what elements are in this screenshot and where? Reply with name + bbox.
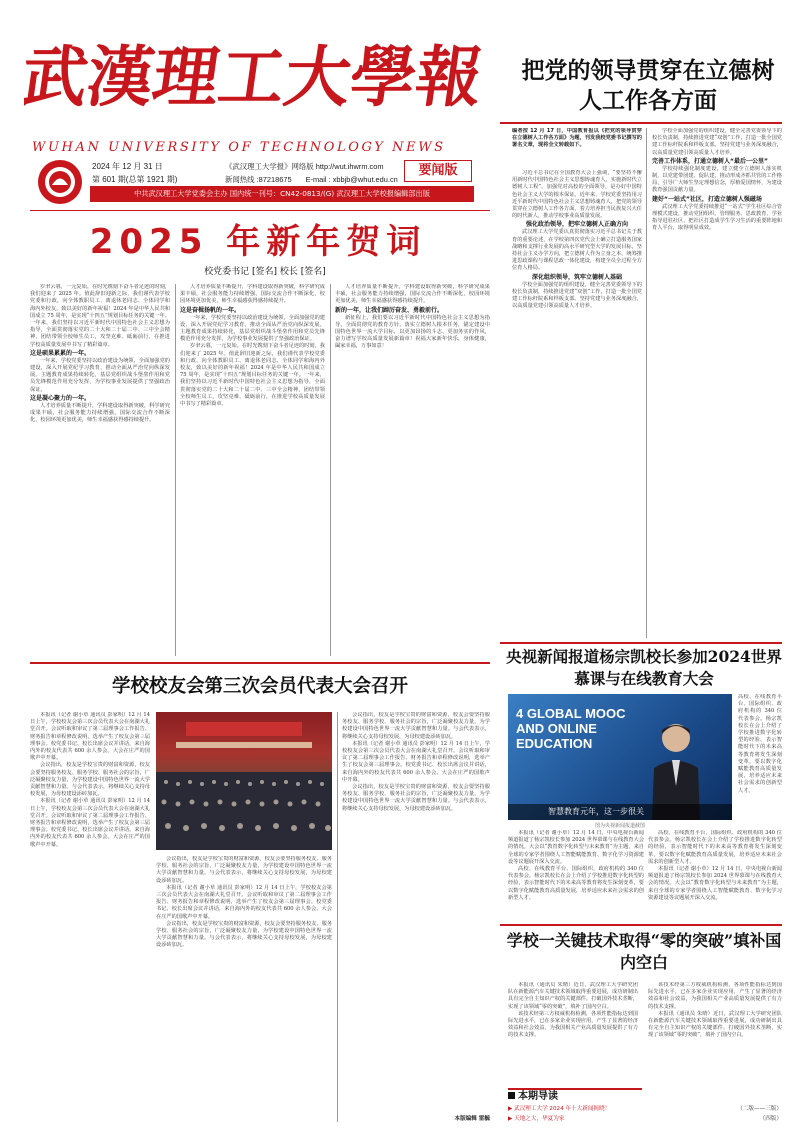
cctv-screenshot	[508, 694, 732, 820]
tech-col-1: 本报讯（通讯员 朱晴）近日，武汉理工大学研究团队在新能源汽车关键技术领域取得重要进展，成功研制出具有完全自主知识产权的关键部件，打破国外技术垄断，实现了该领域“零的突破”，填补了国内空白。 该技术经第三方权威机构检测，各项性能指标达到国际先进水平，已在多家企业实现应用，产生了显著的经济效益和社会效益，为我国相关产业高质量发展提供了有力的技术支撑。	[508, 982, 638, 1039]
lead-col-divider	[646, 128, 647, 638]
publisher-bar: 中共武汉理工大学党委会主办 国内统一刊号：CN42-0813/(G) 武汉理工大学校报编辑部出版	[90, 186, 474, 202]
president-col-1: 本报讯（记者 谢小草）12 月 14 日，中央电视台新闻频道报道了杨宗凯校长参加 2024 世界慕课与在线教育大会的情况。大会以“教育数字化转型与未来教育”为主题，来自全球的专家学者围绕人工智能赋能教育、数字化学习资源建设等议题展开深入交流。 高校、在线教育平台、国际组织、政府机构的 340 位代表参会。杨宗凯校长在会上介绍了学校推进数字化转型的经验，表示智能时代下的未来高等教育将发生深刻变革，要以数字化赋能教育高质量发展，培养适应未来社会需求的创新型人才。	[508, 830, 644, 901]
greeting-signatures: 校党委书记 [签名] 校长 [签名]	[204, 267, 326, 277]
president-top-rule	[500, 642, 782, 644]
newspaper-logo-calligraphy	[24, 34, 494, 114]
video-overlay-text: 4 GLOBAL MOOC AND ONLINE EDUCATION	[516, 706, 626, 751]
masthead-contacts	[225, 160, 398, 186]
lead-subhead-1: 强化政治领导，把牢立德树人正确方向	[525, 221, 628, 229]
greeting-divider-1	[175, 284, 176, 656]
greeting-subtitle-3: 这是奋楫扬帆的一年。	[180, 306, 241, 314]
video-caption: 智慧教育元年，这一步很关	[508, 804, 732, 820]
school-emblem	[36, 158, 84, 206]
lead-intro: 编者按 12 月 17 日，中国教育报以《把党的领导贯穿在立德树人工作各方面》为题，刊发我校党委书记撰写的署名文章，现将全文转载如下。	[512, 128, 642, 149]
alumni-divider	[337, 712, 338, 1122]
greeting-top-rule	[30, 210, 490, 211]
greeting-subtitle-2: 这是凝心聚力的一年。	[30, 394, 91, 402]
logo-text: 武漢理工大學報	[24, 38, 490, 114]
editor-credit: 本版编辑 雷毓	[454, 1116, 490, 1122]
alumni-col-3: 会议指出，校友是学校宝贵的财富和资源，校友会要坚持服务校友、服务学校、服务社会的宗旨，广泛凝聚校友力量，为学校建设中国特色世界一流大学贡献智慧和力量。与会代表表示，将继续关心支持母校发展，为母校建设添砖加瓦。 本报讯（记者 谢小草 通讯员 彭家明）12 月 14 日上午，学校校友会第三次会员代表大会在南湖大礼堂召开。会议听取和审议了第二届理事会工作报告、财务报告和章程修改说明，选举产生了校友会第三届理事会。校党委书记、校长出席会议并讲话，来自海内外的校友代表共 600 余人参会。大会在庄严的国歌声中开幕。 会议指出，校友是学校宝贵的财富和资源，校友会要坚持服务校友、服务学校、服务社会的宗旨，广泛凝聚校友力量，为学校建设中国特色世界一流大学贡献智慧和力量。与会代表表示，将继续关心支持母校发展，为母校建设添砖加瓦。	[342, 712, 490, 812]
greeting-col-2: 人才培养质量不断提升，学科建设取得新突破，科学研究成果丰硕，社会服务能力持续增强，国际交流合作不断深化，校园环境更加优美，师生幸福感获得感持续提升。 这是奋楫扬帆的一年。 一年来，学校党委坚持以政治建设为统领，全面加强党的建设，深入开展党纪学习教育，推动全面从严治党向纵深发展。主题教育成果持续转化，基层党组织战斗堡垒作用和党员先锋模范作用充分发挥，为学校事业发展提供了坚强政治保证。 岁聿云暮，一元复始。在时光镌刻下奋斗者足迹的时刻，我们迎来了 2025 年。值此辞旧迎新之际，我们谨代表学校党委和行政，向全体教职员工、离退休老同志、全体同学和海内外校友，致以美好的新年祝福！2024 年是中华人民共和国成立 75 周年，是实现“十四五”规划目标任务的关键一年。一年来，我们坚持以习近平新时代中国特色社会主义思想为指导，全面贯彻落实党的二十大和二十届二中、三中全会精神，团结带领全校师生员工，攻坚克难、砥砺前行，在推进学校高质量发展中书写了精彩篇章。	[180, 284, 325, 408]
email-link[interactable]: E-mail : xbbjb@whut.edu.cn	[305, 175, 398, 184]
issue-number: 第 601 期(总第 1921 期)	[92, 175, 178, 184]
guide-item-1[interactable]: ▶ 武汉理工大学 2024 年十大新闻揭晓！ （二版——三版）	[508, 1106, 782, 1112]
greeting-col-3: 人才培养质量不断提升，学科建设取得新突破，科学研究成果丰硕，社会服务能力持续增强，国际交流合作不断深化，校园环境更加优美，师生幸福感获得感持续提升。 新的一年，让我们踔厉奋发、勇毅前行。 新征程上，我们要以习近平新时代中国特色社会主义思想为指导，全面贯彻党的教育方针，落实立德树人根本任务，锚定建设中国特色世界一流大学目标，以更加昂扬的斗志、更加务实的作风，奋力谱写学校高质量发展新篇章！祝福大家新年快乐，身体健康，阖家幸福，万事如意！	[335, 284, 490, 350]
guide-marker-icon	[508, 1092, 515, 1099]
section-badge: 要闻版	[404, 160, 472, 182]
english-name: WUHAN UNIVERSITY OF TECHNOLOGY NEWS	[32, 140, 446, 155]
masthead-info	[92, 160, 177, 186]
alumni-top-rule	[30, 662, 490, 664]
issue-date: 2024 年 12 月 31 日	[92, 162, 163, 171]
tech-headline: 学校一关键技术取得“零的突破”填补国内空白	[506, 931, 782, 972]
website-link[interactable]: 《武汉理工大学报》网络版 http://wut.ihwrm.com	[225, 162, 384, 171]
tech-col-2: 该技术经第三方权威机构检测，各项性能指标达到国际先进水平，已在多家企业实现应用，产生了显著的经济效益和社会效益，为我国相关产业高质量发展提供了有力的技术支撑。 本报讯（通讯员 朱晴）近日，武汉理工大学研究团队在新能源汽车关键技术领域取得重要进展，成功研制出具有完全自主知识产权的关键部件，打破国外技术垄断，实现了该领域“零的突破”，填补了国内空白。	[648, 982, 782, 1039]
tel-label: 新闻热线 :87218675	[225, 175, 292, 184]
president-side-text: 高校、在线教育平台、国际组织、政府机构的 340 位代表参会。杨宗凯校长在会上介绍了学校推进数字化转型的经验，表示智能时代下的未来高等教育将发生深刻变革，要以数字化赋能教育高质量发展，培养适应未来社会需求的创新型人才。	[738, 694, 782, 794]
guide-item-2[interactable]: ▶ 天地之大，华夏为家 （四版）	[508, 1116, 782, 1122]
guide-items	[508, 1104, 782, 1124]
lead-col-1: 习近平总书记在全国教育大会上强调，“要坚持不懈用新时代中国特色社会主义思想铸魂育人，实施新时代立德树人工程”。加强党对高校的全面领导，是办好中国特色社会主义大学的根本保证。近年来，学校党委坚持用习近平新时代中国特色社会主义思想铸魂育人，把党的领导贯穿在立德树人工作各方面，着力培养担当民族复兴大任的时代新人，推动学校事业高质量发展。 强化政治领导，把牢立德树人正确方向 武汉理工大学党委认真贯彻落实习近平总书记关于教育的重要论述，在学校第四次党代会上确立打造服务国家战略和支撑行业发展的高水平研究型大学的发展目标，坚持社会主义办学方向，把立德树人作为立身之本，统筹推进思政课程与课程思政一体化建设，构建全员全过程全方位育人格局。 深化组织领导，筑牢立德树人基础 学校全面加强党的组织建设，健全完善党委领导下的校长负责制，持续推进党建“双创”工作，打造一批全国党建工作标杆院系和样板支部。坚持党建与业务深度融合，以高质量党建引领高质量人才培养。	[512, 170, 642, 310]
lead-rule	[500, 122, 782, 124]
lead-subhead-4: 建好“一站式”社区，打造立德树人强磁场	[652, 195, 762, 203]
president-col-2: 高校、在线教育平台、国际组织、政府机构的 340 位代表参会。杨宗凯校长在会上介绍了学校推进数字化转型的经验，表示智能时代下的未来高等教育将发生深刻变革，要以数字化赋能教育高质量发展，培养适应未来社会需求的创新型人才。 本报讯（记者 谢小草）12 月 14 日，中央电视台新闻频道报道了杨宗凯校长参加 2024 世界慕课与在线教育大会的情况。大会以“教育数字化转型与未来教育”为主题，来自全球的专家学者围绕人工智能赋能教育、数字化学习资源建设等议题展开深入交流。	[648, 830, 782, 901]
lead-subhead-3: 完善工作体系，打通立德树人“最后一公里”	[652, 157, 768, 165]
lead-subhead-2: 深化组织领导，筑牢立德树人基础	[531, 273, 622, 281]
lead-headline: 把党的领导贯穿在立德树人工作各方面	[521, 57, 775, 114]
lead-col-2: 学校全面加强党的组织建设，健全完善党委领导下的校长负责制，持续推进党建“双创”工作，打造一批全国党建工作标杆院系和样板支部。坚持党建与业务深度融合，以高质量党建引领高质量人才培养。 完善工作体系，打通立德树人“最后一公里” 学校持续强化制度建设，建立健全立德树人落实机制，以党建带团建、促队建，推动形成齐抓共管的工作格局，引导广大师生坚定理想信念，厚植爱国情怀，为建设教育强国贡献力量。 建好“一站式”社区，打造立德树人强磁场 武汉理工大学党委持续推进“一站式”学生社区综合管理模式建设，推动党团组织、管理服务、思政教育、学业指导进驻社区，把社区打造成学生学习生活的重要阵地和育人平台，取得明显成效。	[652, 128, 782, 232]
guide-title: 本期导读	[508, 1090, 642, 1104]
alumni-headline: 学校校友会第三次会员代表大会召开	[111, 676, 408, 697]
tech-top-rule	[500, 924, 782, 926]
greeting-divider-2	[330, 284, 331, 656]
alumni-col-1: 本报讯（记者 谢小草 通讯员 彭家明）12 月 14 日上午，学校校友会第三次会员代表大会在南湖大礼堂召开。会议听取和审议了第二届理事会工作报告、财务报告和章程修改说明，选举产生了校友会第三届理事会。校党委书记、校长出席会议并讲话，来自海内外的校友代表共 600 余人参会。大会在庄严的国歌声中开幕。 会议指出，校友是学校宝贵的财富和资源，校友会要坚持服务校友、服务学校、服务社会的宗旨，广泛凝聚校友力量，为学校建设中国特色世界一流大学贡献智慧和力量。与会代表表示，将继续关心支持母校发展，为母校建设添砖加瓦。 本报讯（记者 谢小草 通讯员 彭家明）12 月 14 日上午，学校校友会第三次会员代表大会在南湖大礼堂召开。会议听取和审议了第二届理事会工作报告、财务报告和章程修改说明，选举产生了校友会第三届理事会。校党委书记、校长出席会议并讲话，来自海内外的校友代表共 600 余人参会。大会在庄严的国歌声中开幕。	[30, 712, 150, 848]
alumni-col-2: 会议指出，校友是学校宝贵的财富和资源，校友会要坚持服务校友、服务学校、服务社会的宗旨，广泛凝聚校友力量，为学校建设中国特色世界一流大学贡献智慧和力量。与会代表表示，将继续关心支持母校发展，为母校建设添砖加瓦。 本报讯（记者 谢小草 通讯员 彭家明）12 月 14 日上午，学校校友会第三次会员代表大会在南湖大礼堂召开。会议听取和审议了第二届理事会工作报告、财务报告和章程修改说明，选举产生了校友会第三届理事会。校党委书记、校长出席会议并讲话，来自海内外的校友代表共 600 余人参会。大会在庄严的国歌声中开幕。 会议指出，校友是学校宝贵的财富和资源，校友会要坚持服务校友、服务学校、服务社会的宗旨，广泛凝聚校友力量，为学校建设中国特色世界一流大学贡献智慧和力量。与会代表表示，将继续关心支持母校发展，为母校建设添砖加瓦。	[156, 856, 332, 949]
president-caption: 图为央视新闻报道截图	[594, 823, 645, 829]
greeting-title: 2025 年新年贺词	[89, 222, 427, 262]
greeting-col-1: 岁聿云暮，一元复始。在时光镌刻下奋斗者足迹的时刻，我们迎来了 2025 年。值此辞旧迎新之际，我们谨代表学校党委和行政，向全体教职员工、离退休老同志、全体同学和海内外校友，致以美好的新年祝福！2024 年是中华人民共和国成立 75 周年，是实现“十四五”规划目标任务的关键一年。一年来，我们坚持以习近平新时代中国特色社会主义思想为指导，全面贯彻落实党的二十大和二十届二中、三中全会精神，团结带领全校师生员工，攻坚克难、砥砺前行，在推进学校高质量发展中书写了精彩篇章。 这是硕果累累的一年。 一年来，学校党委坚持以政治建设为统领，全面加强党的建设，深入开展党纪学习教育，推动全面从严治党向纵深发展。主题教育成果持续转化，基层党组织战斗堡垒作用和党员先锋模范作用充分发挥，为学校事业发展提供了坚强政治保证。 这是凝心聚力的一年。 人才培养质量不断提升，学科建设取得新突破，科学研究成果丰硕，社会服务能力持续增强，国际交流合作不断深化，校园环境更加优美，师生幸福感获得感持续提升。	[30, 284, 170, 424]
president-headline: 央视新闻报道杨宗凯校长参加2024世界慕课与在线教育大会	[506, 647, 782, 688]
greeting-subtitle-4: 新的一年，让我们踔厉奋发、勇毅前行。	[335, 306, 444, 314]
alumni-conference-photo	[156, 712, 332, 850]
newspaper-logo	[24, 34, 494, 114]
greeting-subtitle-1: 这是硕果累累的一年。	[30, 349, 91, 357]
